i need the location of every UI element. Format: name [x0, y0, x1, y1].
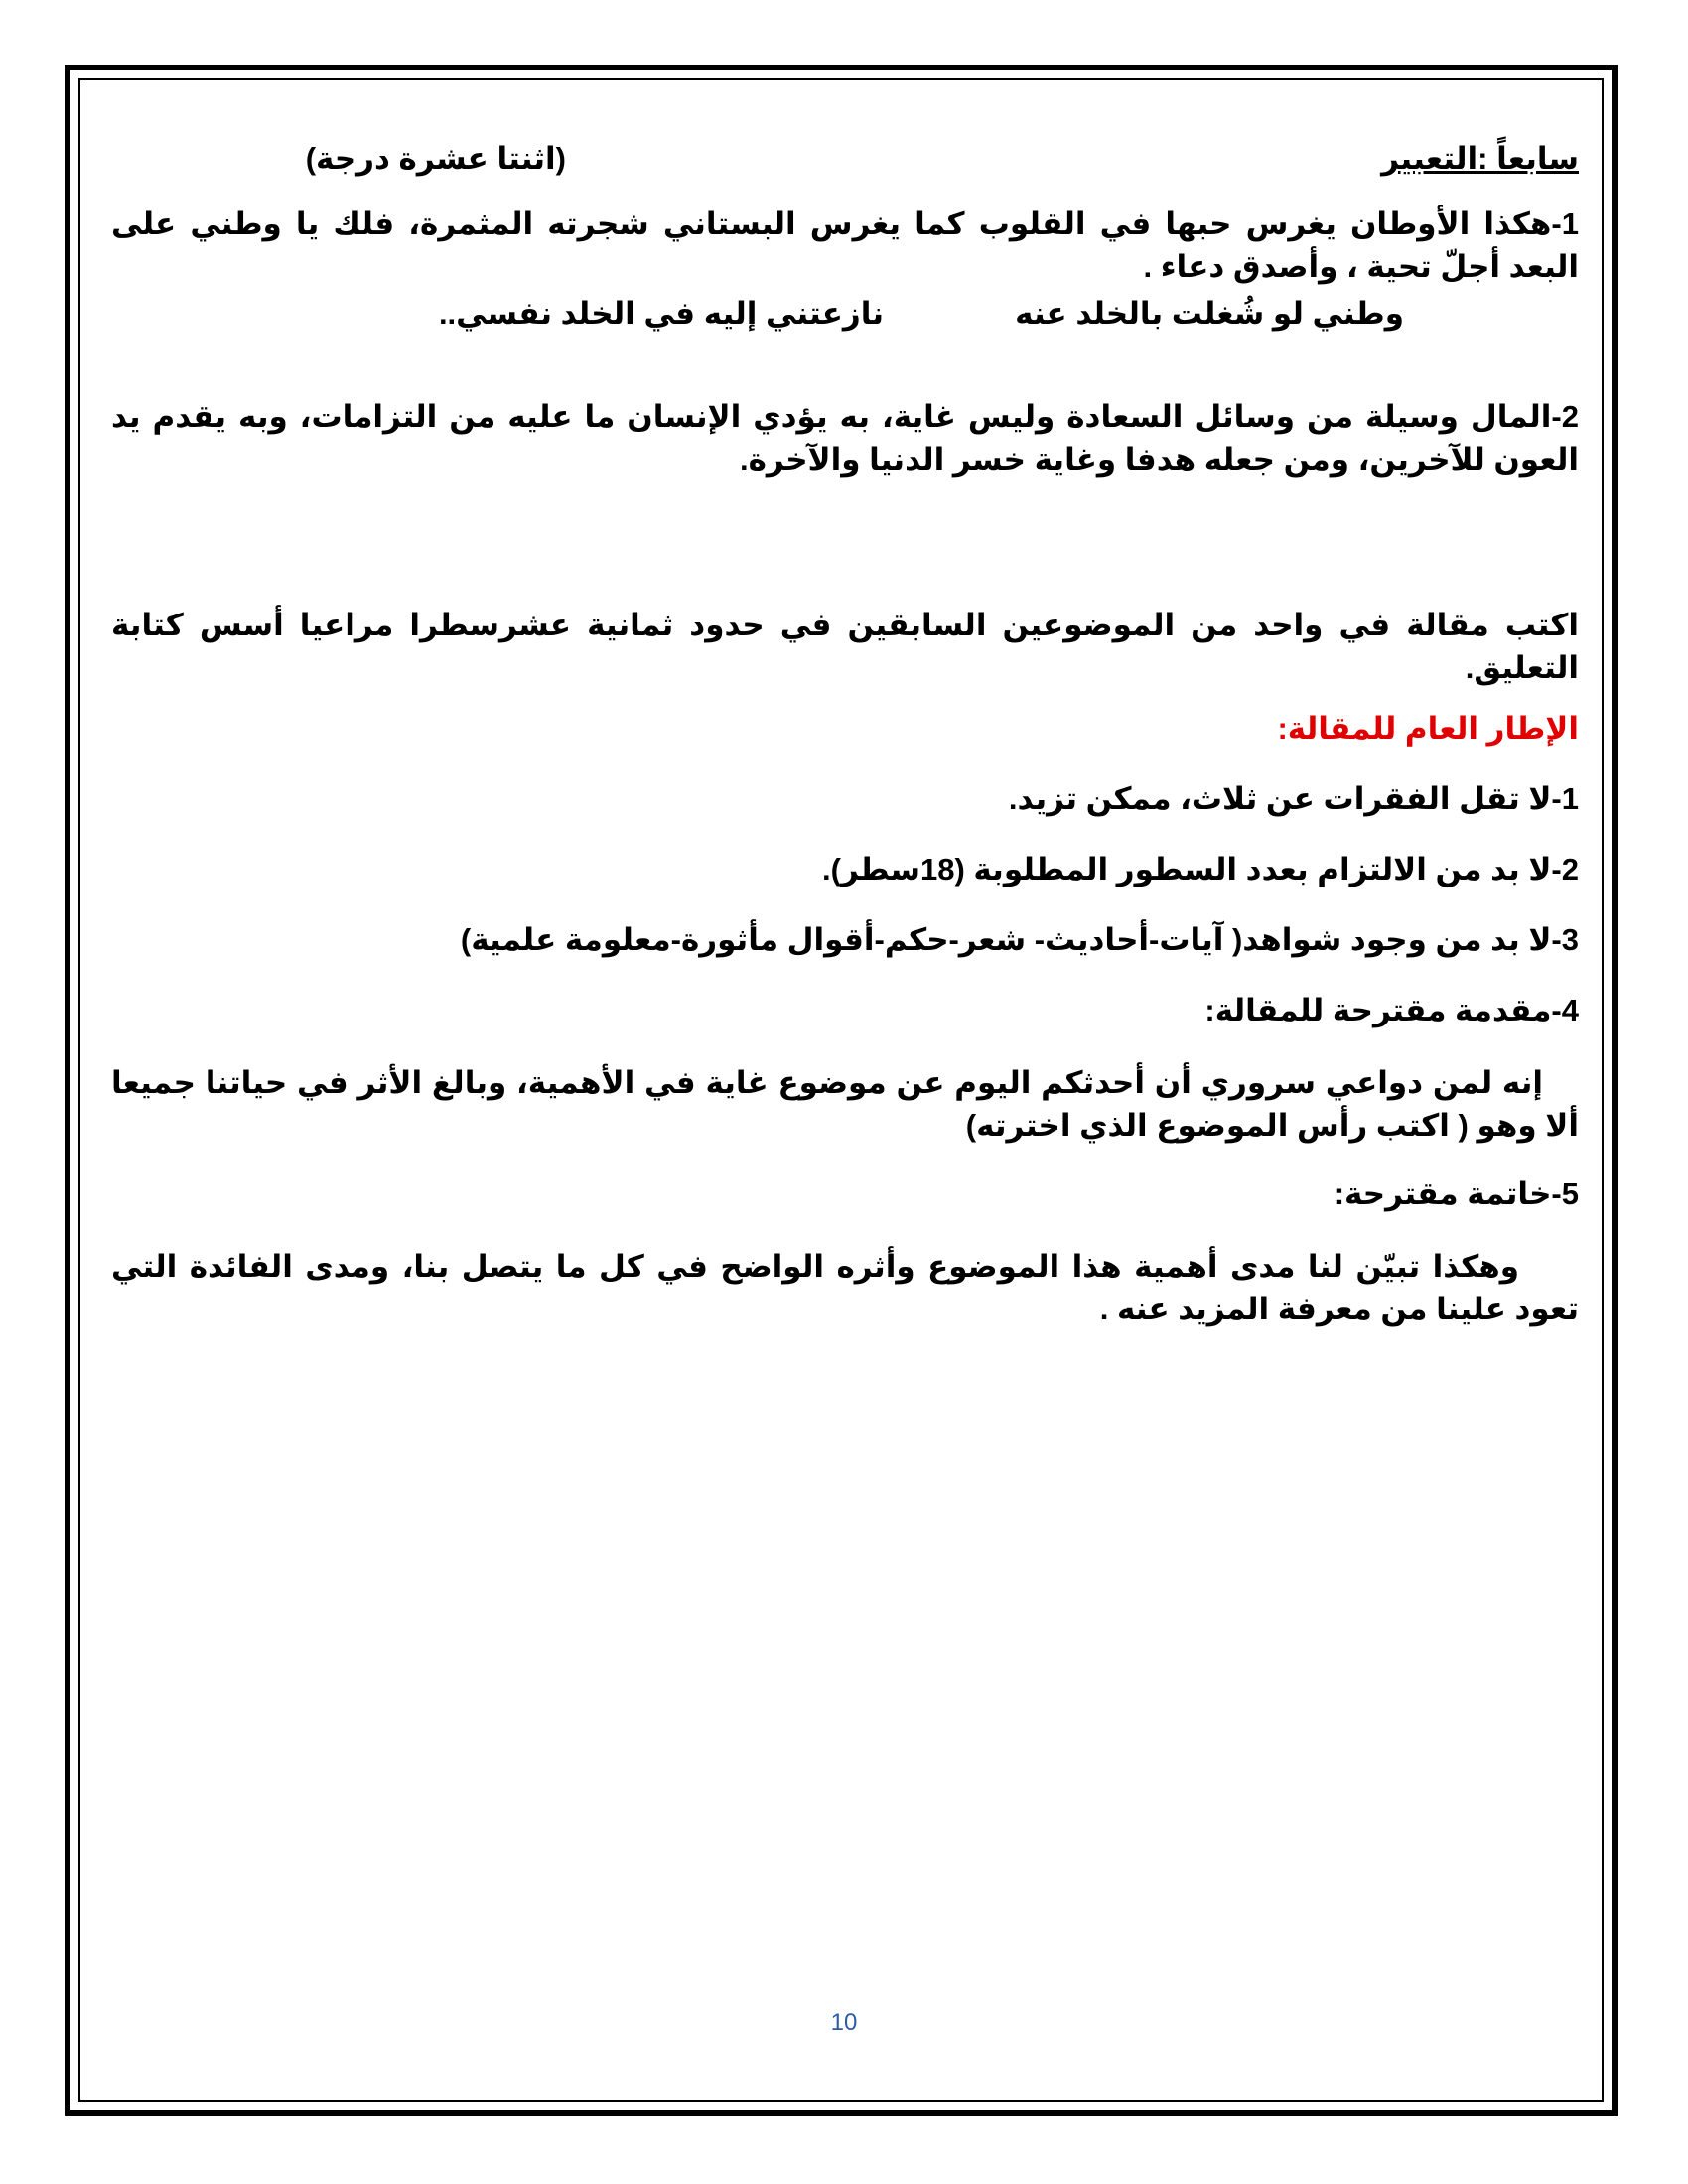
topic-2: 2-المال وسيلة من وسائل السعادة وليس غاية، به يؤدي الإنسان ما عليه من التزامات، وبه يقدم يد العون للآخرين، ومن جعله هدفا وغاية خسر الدنيا والآخرة. — [111, 399, 1579, 477]
document-body — [111, 137, 1579, 2023]
verse-hemistich-2: نازعتني إليه في الخلد نفسي.. — [438, 296, 884, 331]
conclusion-heading: 5-خاتمة مقترحة: — [1334, 1176, 1579, 1211]
framework-item-1: 1-لا تقل الفقرات عن ثلاث، ممكن تزيد. — [1008, 781, 1579, 816]
section-header — [111, 137, 1579, 185]
grade-label: (اثنتا عشرة درجة) — [305, 141, 566, 176]
framework-item-2: 2-لا بد من الالتزام بعدد السطور المطلوبة (18سطر). — [822, 852, 1579, 887]
topic-1: 1-هكذا الأوطان يغرس حبها في القلوب كما يغرس البستاني شجرته المثمرة، فلك يا وطني على البعد أجلّ تحية ، وأصدق دعاء . — [111, 206, 1579, 284]
poetry-verse — [111, 292, 1579, 336]
framework-title: الإطار العام للمقالة: — [1277, 711, 1579, 746]
section-title: سابعاً :التعبير — [1381, 141, 1579, 176]
framework-item-4: 4-مقدمة مقترحة للمقالة: — [1204, 993, 1579, 1027]
verse-hemistich-1: وطني لو شُغلت بالخلد عنه — [1015, 296, 1404, 331]
writing-instruction: اكتب مقالة في واحد من الموضوعين السابقين في حدود ثمانية عشرسطرا مراعيا أسس كتابة التعليق. — [111, 608, 1579, 685]
page-number: 10 — [830, 2009, 858, 2036]
framework-item-3: 3-لا بد من وجود شواهد( آيات-أحاديث- شعر-حكم-أقوال مأثورة-معلومة علمية) — [460, 922, 1579, 957]
suggested-conclusion: وهكذا تبيّن لنا مدى أهمية هذا الموضوع وأثره الواضح في كل ما يتصل بنا، ومدى الفائدة التي تعود علينا من معرفة المزيد عنه . — [111, 1249, 1579, 1326]
suggested-introduction: إنه لمن دواعي سروري أن أحدثكم اليوم عن موضوع غاية في الأهمية، وبالغ الأثر في حياتنا جميعا ألا وهو ( اكتب رأس الموضوع الذي اخترته) — [111, 1065, 1579, 1143]
